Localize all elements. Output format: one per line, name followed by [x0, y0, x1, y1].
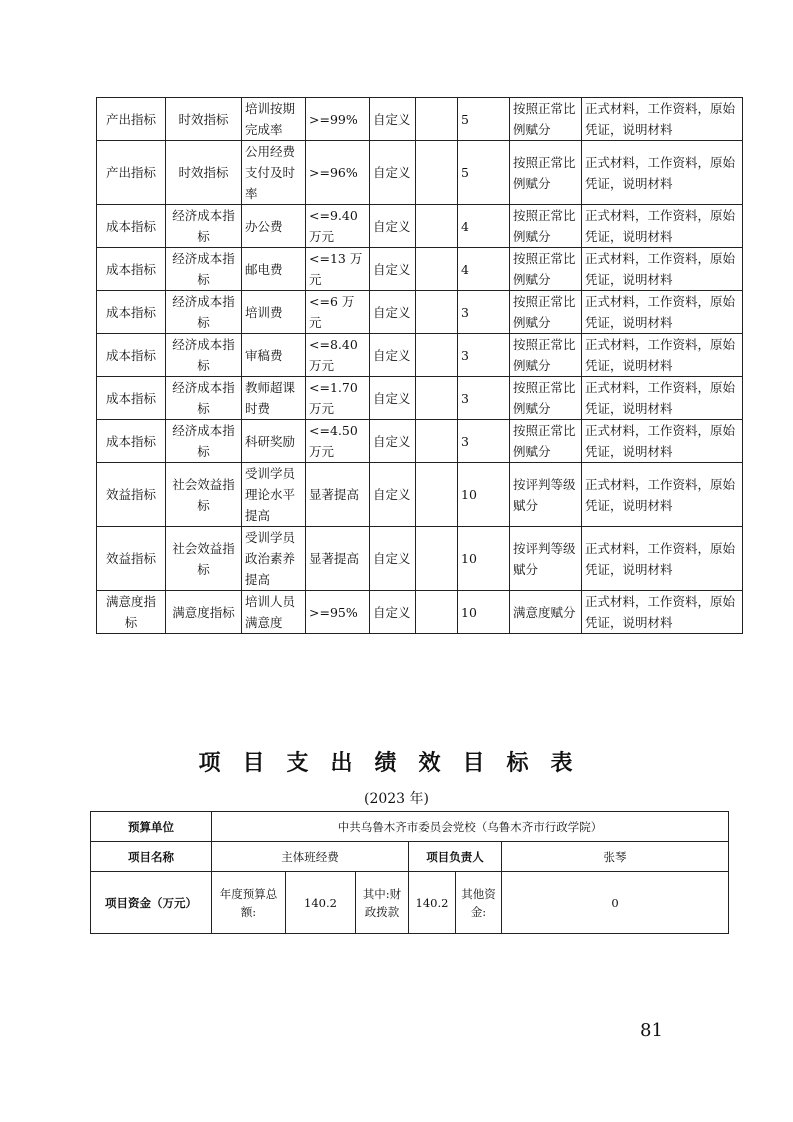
extra-cell	[416, 420, 458, 463]
value-cell: <=8.40万元	[306, 334, 370, 377]
project-name-value: 主体班经费	[212, 842, 409, 872]
level1-cell: 成本指标	[97, 377, 166, 420]
indicator-table-body	[97, 98, 743, 634]
level3-cell: 培训人员满意度	[242, 591, 306, 634]
fiscal-value: 140.2	[409, 872, 456, 934]
table-row	[97, 420, 743, 463]
budget-table	[90, 811, 729, 934]
owner-label: 项目负责人	[409, 842, 502, 872]
annual-label: 年度预算总额:	[212, 872, 286, 934]
level1-cell: 成本指标	[97, 205, 166, 248]
evidence-cell: 正式材料，工作资料，原始凭证，说明材料	[582, 291, 743, 334]
method-cell: 按评判等级赋分	[510, 463, 582, 527]
weight-cell: 4	[458, 205, 510, 248]
weight-cell: 3	[458, 420, 510, 463]
level2-cell: 时效指标	[166, 141, 242, 205]
page-title: 项目支出绩效目标表	[198, 751, 595, 776]
type-cell: 自定义	[370, 463, 416, 527]
indicator-table	[96, 97, 743, 634]
value-cell: >=99%	[306, 98, 370, 141]
weight-cell: 4	[458, 248, 510, 291]
type-cell: 自定义	[370, 334, 416, 377]
level1-cell: 成本指标	[97, 248, 166, 291]
type-cell: 自定义	[370, 591, 416, 634]
weight-cell: 5	[458, 141, 510, 205]
value-cell: <=13 万元	[306, 248, 370, 291]
weight-cell: 10	[458, 527, 510, 591]
value-cell: >=95%	[306, 591, 370, 634]
table-row	[97, 205, 743, 248]
unit-value: 中共乌鲁木齐市委员会党校（乌鲁木齐市行政学院）	[212, 812, 729, 842]
value-cell: <=6 万元	[306, 291, 370, 334]
budget-row-funds	[91, 872, 729, 934]
level1-cell: 产出指标	[97, 98, 166, 141]
method-cell: 按照正常比例赋分	[510, 377, 582, 420]
table-row	[97, 334, 743, 377]
level3-cell: 邮电费	[242, 248, 306, 291]
extra-cell	[416, 334, 458, 377]
page-number: 81	[640, 1020, 663, 1041]
evidence-cell: 正式材料，工作资料，原始凭证，说明材料	[582, 248, 743, 291]
table-row	[97, 98, 743, 141]
method-cell: 按照正常比例赋分	[510, 420, 582, 463]
budget-row-unit	[91, 812, 729, 842]
evidence-cell: 正式材料，工作资料，原始凭证，说明材料	[582, 591, 743, 634]
weight-cell: 10	[458, 463, 510, 527]
budget-row-name	[91, 842, 729, 872]
level1-cell: 效益指标	[97, 527, 166, 591]
method-cell: 按照正常比例赋分	[510, 291, 582, 334]
value-cell: 显著提高	[306, 527, 370, 591]
level2-cell: 经济成本指标	[166, 420, 242, 463]
level2-cell: 经济成本指标	[166, 291, 242, 334]
value-cell: <=4.50万元	[306, 420, 370, 463]
weight-cell: 3	[458, 377, 510, 420]
weight-cell: 10	[458, 591, 510, 634]
annual-value: 140.2	[286, 872, 356, 934]
evidence-cell: 正式材料，工作资料，原始凭证，说明材料	[582, 527, 743, 591]
unit-label: 预算单位	[91, 812, 212, 842]
table-row	[97, 591, 743, 634]
type-cell: 自定义	[370, 377, 416, 420]
type-cell: 自定义	[370, 205, 416, 248]
level1-cell: 成本指标	[97, 291, 166, 334]
level1-cell: 效益指标	[97, 463, 166, 527]
level3-cell: 审稿费	[242, 334, 306, 377]
fiscal-label: 其中:财政拨款	[356, 872, 409, 934]
extra-cell	[416, 527, 458, 591]
table-row	[97, 377, 743, 420]
weight-cell: 3	[458, 334, 510, 377]
extra-cell	[416, 291, 458, 334]
level2-cell: 时效指标	[166, 98, 242, 141]
evidence-cell: 正式材料，工作资料，原始凭证，说明材料	[582, 420, 743, 463]
level2-cell: 社会效益指标	[166, 463, 242, 527]
extra-cell	[416, 98, 458, 141]
method-cell: 满意度赋分	[510, 591, 582, 634]
page-subtitle: (2023 年)	[363, 791, 429, 807]
type-cell: 自定义	[370, 248, 416, 291]
level2-cell: 社会效益指标	[166, 527, 242, 591]
extra-cell	[416, 591, 458, 634]
level3-cell: 教师超课时费	[242, 377, 306, 420]
level1-cell: 产出指标	[97, 141, 166, 205]
method-cell: 按照正常比例赋分	[510, 334, 582, 377]
level3-cell: 公用经费支付及时率	[242, 141, 306, 205]
weight-cell: 5	[458, 98, 510, 141]
type-cell: 自定义	[370, 98, 416, 141]
extra-cell	[416, 463, 458, 527]
level3-cell: 培训按期完成率	[242, 98, 306, 141]
level3-cell: 办公费	[242, 205, 306, 248]
method-cell: 按照正常比例赋分	[510, 98, 582, 141]
type-cell: 自定义	[370, 141, 416, 205]
project-name-label: 项目名称	[91, 842, 212, 872]
evidence-cell: 正式材料，工作资料，原始凭证，说明材料	[582, 377, 743, 420]
type-cell: 自定义	[370, 291, 416, 334]
level1-cell: 成本指标	[97, 420, 166, 463]
level1-cell: 满意度指标	[97, 591, 166, 634]
other-label: 其他资金:	[456, 872, 502, 934]
evidence-cell: 正式材料，工作资料，原始凭证，说明材料	[582, 205, 743, 248]
type-cell: 自定义	[370, 527, 416, 591]
method-cell: 按评判等级赋分	[510, 527, 582, 591]
extra-cell	[416, 248, 458, 291]
table-row	[97, 463, 743, 527]
method-cell: 按照正常比例赋分	[510, 248, 582, 291]
level3-cell: 受训学员政治素养提高	[242, 527, 306, 591]
weight-cell: 3	[458, 291, 510, 334]
level2-cell: 经济成本指标	[166, 377, 242, 420]
level2-cell: 经济成本指标	[166, 205, 242, 248]
evidence-cell: 正式材料，工作资料，原始凭证，说明材料	[582, 141, 743, 205]
table-row	[97, 527, 743, 591]
value-cell: <=9.40万元	[306, 205, 370, 248]
funds-label: 项目资金（万元）	[91, 872, 212, 934]
evidence-cell: 正式材料，工作资料，原始凭证，说明材料	[582, 334, 743, 377]
table-row	[97, 248, 743, 291]
other-value: 0	[502, 872, 729, 934]
extra-cell	[416, 205, 458, 248]
extra-cell	[416, 141, 458, 205]
level3-cell: 受训学员理论水平提高	[242, 463, 306, 527]
level2-cell: 满意度指标	[166, 591, 242, 634]
value-cell: 显著提高	[306, 463, 370, 527]
value-cell: <=1.70万元	[306, 377, 370, 420]
level2-cell: 经济成本指标	[166, 334, 242, 377]
table-row	[97, 141, 743, 205]
extra-cell	[416, 377, 458, 420]
evidence-cell: 正式材料，工作资料，原始凭证，说明材料	[582, 98, 743, 141]
evidence-cell: 正式材料，工作资料，原始凭证，说明材料	[582, 463, 743, 527]
method-cell: 按照正常比例赋分	[510, 141, 582, 205]
level2-cell: 经济成本指标	[166, 248, 242, 291]
level3-cell: 科研奖励	[242, 420, 306, 463]
owner-value: 张琴	[502, 842, 729, 872]
level1-cell: 成本指标	[97, 334, 166, 377]
table-row	[97, 291, 743, 334]
type-cell: 自定义	[370, 420, 416, 463]
level3-cell: 培训费	[242, 291, 306, 334]
value-cell: >=96%	[306, 141, 370, 205]
method-cell: 按照正常比例赋分	[510, 205, 582, 248]
